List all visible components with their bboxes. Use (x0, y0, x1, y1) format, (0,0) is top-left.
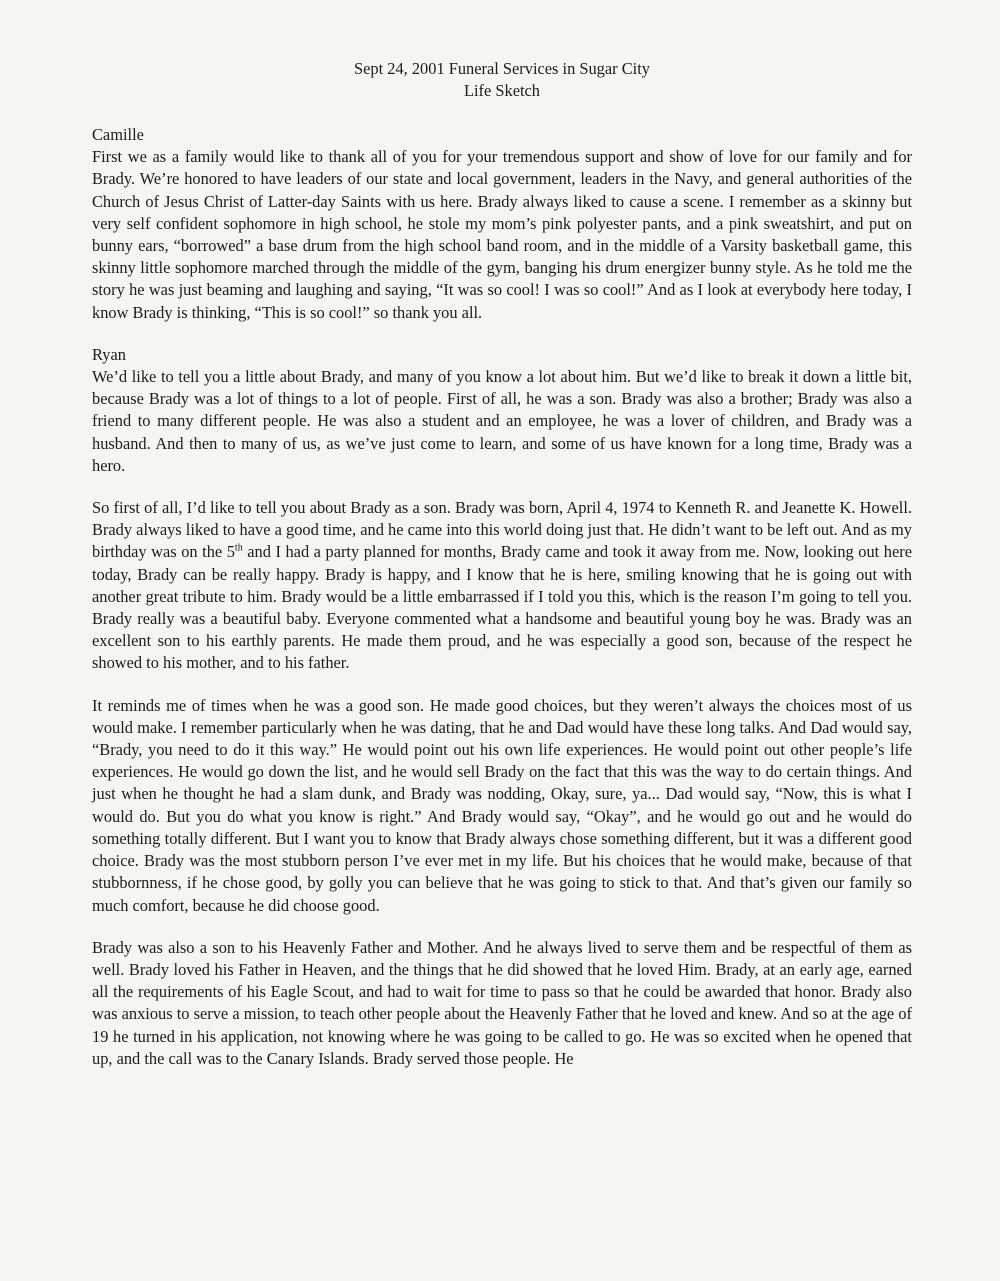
paragraph-ryan-2-part-b: and I had a party planned for months, Brady came and took it away from me. Now, looking out here today, Brady can be really happy. Brady is happy, and I know that he is here, smiling knowing that he is going out with another great tribute to him. Brady would be a little embarrassed if I told you this, which is the reason I’m going to tell you. Brady really was a beautiful baby. Everyone commented what a handsome and beautiful young boy he was. Brady was an excellent son to his earthly parents. He made them proud, and he was especially a good son, because of the respect he showed to his mother, and to his father. (92, 542, 912, 673)
paragraph-ryan-3: It reminds me of times when he was a good son. He made good choices, but they weren’t always the choices most of us would make. I remember particularly when he was dating, that he and Dad would have these long talks. And Dad would say, “Brady, you need to do it this way.” He would point out his own life experiences. He would point out other people’s life experiences. He would go down the list, and he would sell Brady on the fact that this was the way to do certain things. And just when he thought he had a slam dunk, and Brady was nodding, Okay, sure, ya... Dad would say, “Now, this is what I would do. But you do what you know is right.” And Brady would say, “Okay”, and he would go out and he would do something totally different. But I want you to know that Brady always chose something different, but it was a different good choice. Brady was the most stubborn person I’ve ever met in my life. But his choices that he would make, because of that stubbornness, if he chose good, by golly you can believe that he was going to stick to that. And that’s given our family so much comfort, because he did choose good. (92, 695, 912, 915)
paragraph-ryan-2 (92, 497, 912, 675)
paragraph-ryan-1: We’d like to tell you a little about Brady, and many of you know a lot about him. But we’d like to break it down a little bit, because Brady was a lot of things to a lot of people. First of all, he was a son. Brady was also a brother; Brady was also a friend to many different people. He was also a student and an employee, he was a lover of children, and Brady was a husband. And then to many of us, as we’ve just come to learn, and some of us have known for a long time, Brady was a hero. (92, 367, 912, 475)
ordinal-suffix: th (234, 542, 243, 554)
paragraph-ryan-4: Brady was also a son to his Heavenly Father and Mother. And he always lived to serve them and be respectful of them as well. Brady loved his Father in Heaven, and the things that he did showed that he loved Him. Brady, at an early age, earned all the requirements of his Eagle Scout, and had to wait for time to pass so that he could be awarded that honor. Brady also was anxious to serve a mission, to teach other people about the Heavenly Father that he loved and knew. And so at the age of 19 he turned in his application, not knowing where he was going to be called to go. He was so excited when he opened that up, and the call was to the Canary Islands. Brady served those people. He (92, 937, 912, 1068)
document-header (92, 58, 912, 102)
speaker-ryan: Ryan (92, 344, 126, 364)
speaker-camille: Camille (92, 125, 144, 144)
document-title: Sept 24, 2001 Funeral Services in Sugar City (354, 59, 650, 78)
paragraph-camille-1: First we as a family would like to thank all of you for your tremendous support and show of love for our family and for Brady. We’re honored to have leaders of our state and local government, leaders in the Navy, and general authorities of the Church of Jesus Christ of Latter-day Saints with us here. Brady always liked to cause a scene. I remember as a skinny but very self confident sophomore in high school, he stole my mom’s pink polyester pants, and a pink sweatshirt, and put on bunny ears, “borrowed” a base drum from the high school band room, and in the middle of a Varsity basketball game, this skinny little sophomore marched through the middle of the gym, banging his drum energizer bunny style. As he told me the story he was just beaming and laughing and saying, “It was so cool! I was so cool!” And as I look at everybody here today, I know Brady is thinking, “This is so cool!” so thank you all. (92, 147, 912, 322)
paragraph-ryan-2-part-a: So first of all, I’d like to tell you about Brady as a son. Brady was born, April 4, 1974 to Kenneth R. and Jeanette K. Howell. Brady always liked to have a good time, and he came into this world doing just that. He didn’t want to be left out. And as my birthday was on the 5 (92, 498, 912, 562)
document-subtitle: Life Sketch (463, 81, 540, 100)
